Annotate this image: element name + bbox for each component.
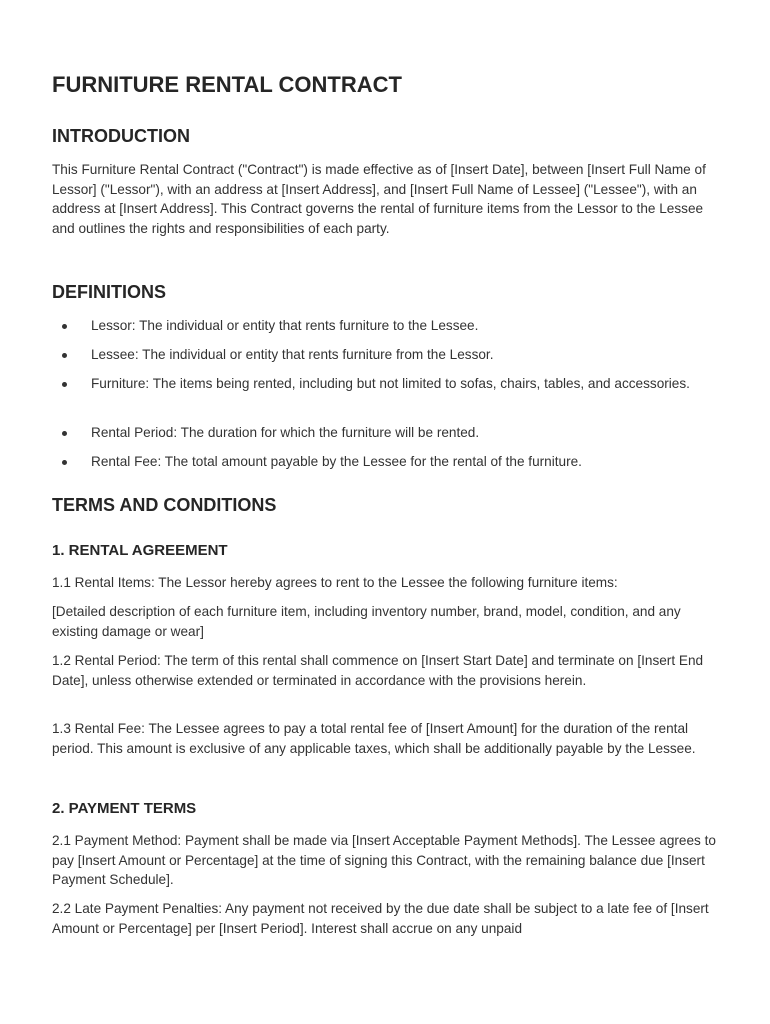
bullet-icon xyxy=(62,431,67,436)
rental-items-description: [Detailed description of each furniture item, including inventory number, brand, model, condition, and any existing damage or wear] xyxy=(52,604,681,639)
definition-text: Rental Period: The duration for which the furniture will be rented. xyxy=(91,425,480,440)
clause-1-1: 1.1 Rental Items: The Lessor hereby agrees to rent to the Lessee the following furniture items: xyxy=(52,575,618,590)
clause-1-3: 1.3 Rental Fee: The Lessee agrees to pay a total rental fee of [Insert Amount] for the duration of the rental period. This amount is exclusive of any applicable taxes, which shall be additionally payable by the Lessee. xyxy=(52,721,696,756)
bullet-icon xyxy=(62,460,67,465)
bullet-icon xyxy=(62,382,67,387)
definitions-heading: DEFINITIONS xyxy=(52,282,167,302)
list-item xyxy=(52,452,720,472)
bullet-icon xyxy=(62,324,67,329)
introduction-heading: INTRODUCTION xyxy=(52,126,190,146)
definition-text: Rental Fee: The total amount payable by the Lessee for the rental of the furniture. xyxy=(91,454,582,469)
introduction-paragraph: This Furniture Rental Contract ("Contract") is made effective as of [Insert Date], between [Insert Full Name of Lessor] ("Lessor"), with an address at [Insert Address], and [Insert Full Name of Lessee] ("Lessee"), with an address at [Insert Address]. This Contract governs the rental of furniture items from the Lessor to the Lessee and outlines the rights and responsibilities of each party. xyxy=(52,162,706,237)
rental-agreement-heading: 1. RENTAL AGREEMENT xyxy=(52,542,228,559)
list-item xyxy=(52,316,720,336)
payment-terms-heading: 2. PAYMENT TERMS xyxy=(52,800,197,817)
document-title: FURNITURE RENTAL CONTRACT xyxy=(52,72,402,97)
clause-2-2: 2.2 Late Payment Penalties: Any payment not received by the due date shall be subject to a late fee of [Insert Amount or Percentage] per [Insert Period]. Interest shall accrue on any unpaid xyxy=(52,901,709,936)
definition-text: Furniture: The items being rented, including but not limited to sofas, chairs, tables, and accessories. xyxy=(91,376,690,391)
clause-1-2: 1.2 Rental Period: The term of this rental shall commence on [Insert Start Date] and terminate on [Insert End Date], unless otherwise extended or terminated in accordance with the provisions herein. xyxy=(52,653,704,688)
list-item xyxy=(52,374,720,394)
definition-text: Lessor: The individual or entity that rents furniture to the Lessee. xyxy=(91,318,479,333)
terms-heading: TERMS AND CONDITIONS xyxy=(52,495,277,515)
clause-2-1: 2.1 Payment Method: Payment shall be made via [Insert Acceptable Payment Methods]. The Lessee agrees to pay [Insert Amount or Percentage] at the time of signing this Contract, with the remaining balance due [Insert Payment Schedule]. xyxy=(52,833,716,888)
list-item xyxy=(52,423,720,443)
bullet-icon xyxy=(62,353,67,358)
list-item xyxy=(52,345,720,365)
definition-text: Lessee: The individual or entity that rents furniture from the Lessor. xyxy=(91,347,494,362)
